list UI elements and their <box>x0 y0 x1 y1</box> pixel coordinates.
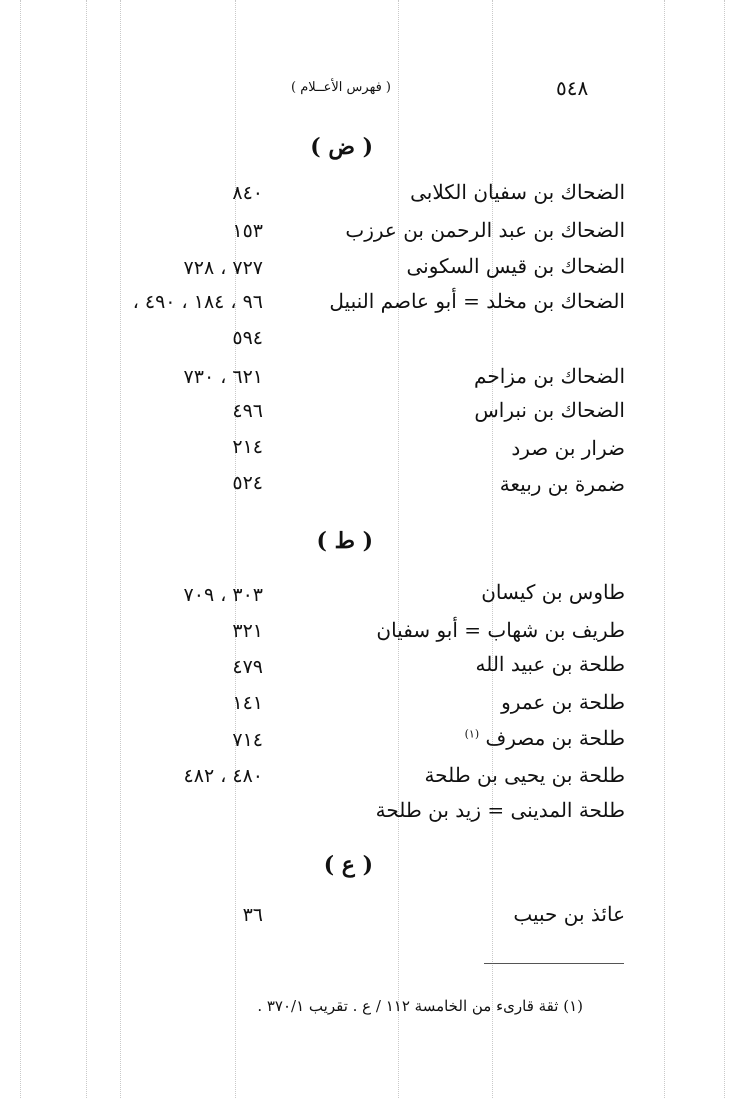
entry-name: طلحة المدينى = زيد بن طلحة <box>375 798 625 822</box>
entry-pages: ٤٨٠ ، ٤٨٢ <box>183 765 263 787</box>
entry-name-text: طلحة بن مصرف <box>485 726 625 750</box>
section-letter-ain: ( ع ) <box>323 852 373 878</box>
entry-pages: ٥٢٤ <box>232 472 263 494</box>
running-title: ( فهرس الأعــلام ) <box>291 80 391 95</box>
entry-name: طريف بن شهاب = أبو سفيان <box>376 618 625 642</box>
entry-pages: ٧٢٧ ، ٧٢٨ <box>183 257 263 279</box>
entry-name: طلحة بن عبيد الله <box>475 652 625 676</box>
entry-name: الضحاك بن مزاحم <box>474 364 625 388</box>
dotted-guide <box>398 0 399 1098</box>
entry-pages: ٤٧٩ <box>232 656 263 678</box>
entry-pages: ٣٢١ <box>232 620 263 642</box>
entry-name: الضحاك بن سفيان الكلابى <box>410 180 625 204</box>
dotted-guide <box>20 0 21 1098</box>
entry-name: الضحاك بن عبد الرحمن بن عرزب <box>345 218 625 242</box>
dotted-guide <box>120 0 121 1098</box>
entry-name: ضرار بن صرد <box>511 436 625 460</box>
dotted-guide <box>724 0 725 1098</box>
entry-pages: ٣٠٣ ، ٧٠٩ <box>183 584 263 606</box>
entry-name: طلحة بن يحيى بن طلحة <box>424 763 625 787</box>
entry-pages: ٢١٤ <box>232 436 263 458</box>
entry-pages: ١٤١ <box>232 692 263 714</box>
section-letter-dad: ( ض ) <box>310 134 373 160</box>
entry-pages: ٦٢١ ، ٧٣٠ <box>183 366 263 388</box>
dotted-guide <box>492 0 493 1098</box>
dotted-guide <box>664 0 665 1098</box>
entry-name <box>465 726 625 750</box>
dotted-guide <box>86 0 87 1098</box>
entry-pages: ٣٦ <box>242 904 263 926</box>
section-letter-ta: ( ط ) <box>316 528 373 554</box>
entry-pages: ٩٦ ، ١٨٤ ، ٤٩٠ ، <box>132 291 263 313</box>
entry-pages: ٤٩٦ <box>232 400 263 422</box>
entry-pages: ٧١٤ <box>232 729 263 751</box>
entry-name: ضمرة بن ربيعة <box>499 472 625 496</box>
footnote: (١) ثقة قارىء من الخامسة ١١٢ / ع . تقريب ٣٧٠/١ . <box>257 997 583 1015</box>
entry-pages: ٨٤٠ <box>232 182 263 204</box>
footnote-marker: (١) <box>464 727 480 741</box>
entry-name: الضحاك بن مخلد = أبو عاصم النبيل <box>329 289 625 313</box>
entry-name: طاوس بن كيسان <box>481 580 625 604</box>
entry-name: طلحة بن عمرو <box>501 690 625 714</box>
page-number: ٥٤٨ <box>556 76 589 100</box>
dotted-guide <box>235 0 236 1098</box>
entry-pages: ١٥٣ <box>232 220 263 242</box>
entry-name: عائذ بن حبيب <box>513 902 625 926</box>
entry-pages-continued: ٥٩٤ <box>232 327 263 349</box>
footnote-rule <box>484 963 624 964</box>
entry-name: الضحاك بن قيس السكونى <box>406 254 625 278</box>
entry-name: الضحاك بن نبراس <box>474 398 625 422</box>
